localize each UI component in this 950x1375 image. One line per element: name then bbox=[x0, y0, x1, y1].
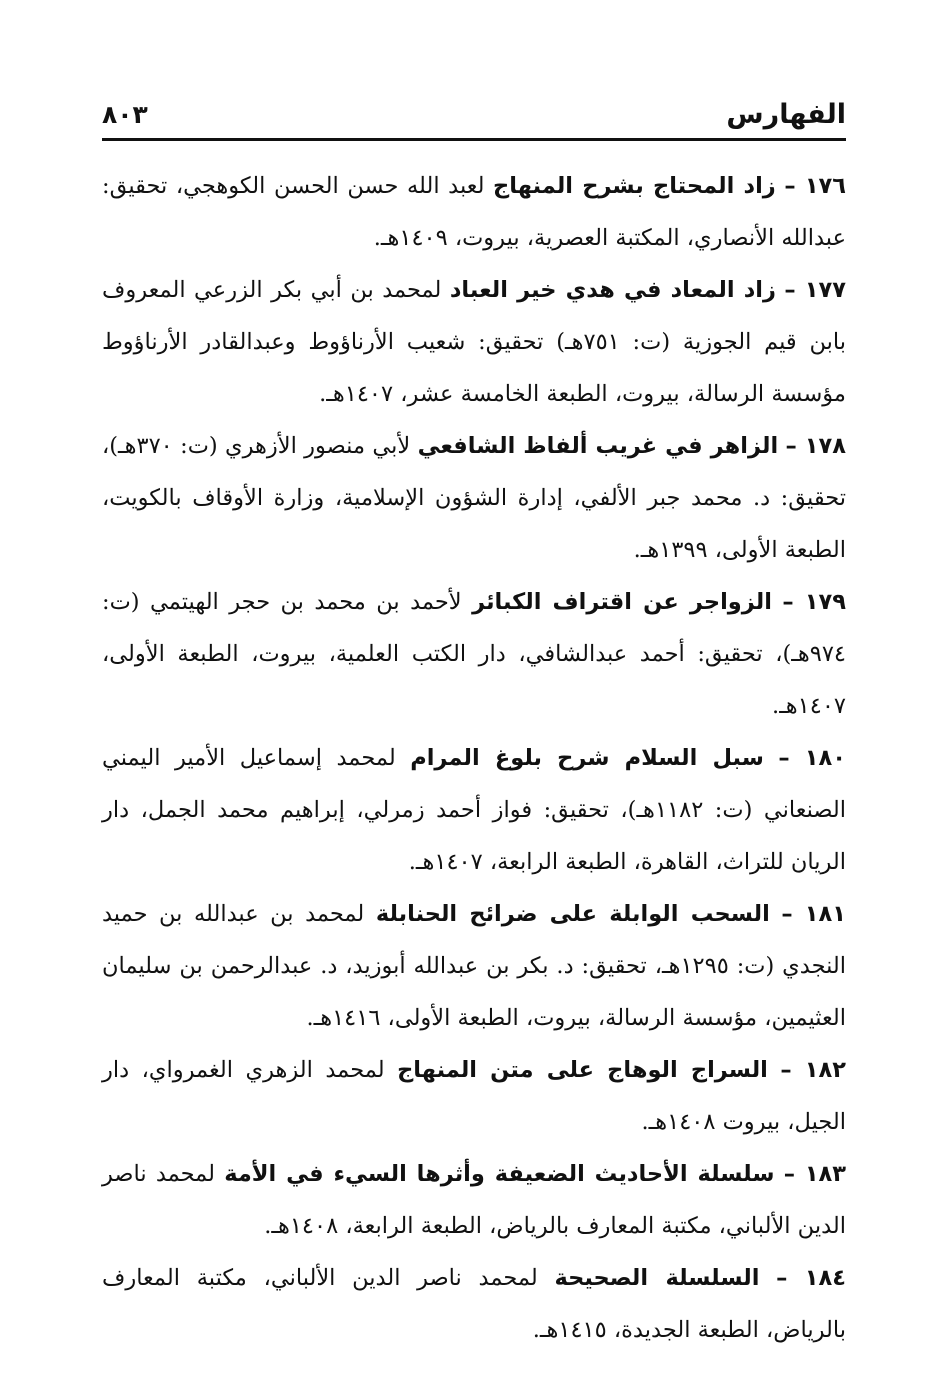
page-header bbox=[102, 88, 846, 132]
bibliography-entry bbox=[102, 576, 846, 732]
entry-details: لمحمد ناصر الدين الألباني، مكتبة المعارف بالرياض، الطبعة الجديدة، ١٤١٥هـ. bbox=[102, 1265, 846, 1343]
section-title: الفهارس bbox=[726, 99, 846, 130]
entry-number: ١٧٧ – bbox=[784, 277, 846, 303]
entry-number: ١٧٩ – bbox=[782, 589, 846, 615]
bibliography-entry bbox=[102, 732, 846, 888]
entry-details: لمحمد الزهري الغمرواي، دار الجيل، بيروت ١٤٠٨هـ. bbox=[102, 1057, 846, 1135]
entry-details: لمحمد ناصر الدين الألباني، مكتبة المعارف بالرياض، الطبعة الرابعة، ١٤٠٨هـ. bbox=[102, 1161, 846, 1239]
entry-details: لمحمد إسماعيل الأمير اليمني الصنعاني (ت: ١١٨٢هـ)، تحقيق: فواز أحمد زمرلي، إبراهيم محمد الجمل، دار الريان للتراث، القاهرة، الطبعة الرابعة، ١٤٠٧هـ. bbox=[102, 745, 846, 875]
entry-title: الزاهر في غريب ألفاظ الشافعي bbox=[417, 433, 779, 459]
entry-title: زاد المحتاج بشرح المنهاج bbox=[493, 173, 776, 199]
header-divider bbox=[102, 138, 846, 141]
entry-title: السراج الوهاج على متن المنهاج bbox=[397, 1057, 768, 1083]
entry-number: ١٨٤ – bbox=[776, 1265, 846, 1291]
page-number: ٨٠٣ bbox=[102, 100, 148, 129]
entry-number: ١٧٨ – bbox=[785, 433, 846, 459]
entry-number: ١٨٢ – bbox=[780, 1057, 846, 1083]
entry-details: لأبي منصور الأزهري (ت: ٣٧٠هـ)، تحقيق: د. محمد جبر الألفي، إدارة الشؤون الإسلامية، وزارة الأوقاف بالكويت، الطبعة الأولى، ١٣٩٩هـ. bbox=[102, 433, 846, 563]
entry-title: سبل السلام شرح بلوغ المرام bbox=[410, 745, 764, 771]
bibliography-list bbox=[102, 160, 846, 1356]
entry-details: لمحمد بن عبدالله بن حميد النجدي (ت: ١٢٩٥هـ، تحقيق: د. بكر بن عبدالله أبوزيد، د. عبدالرحمن بن سليمان العثيمين، مؤسسة الرسالة، بيروت، الطبعة الأولى، ١٤١٦هـ. bbox=[102, 901, 846, 1031]
entry-title: الزواجر عن اقتراف الكبائر bbox=[472, 589, 772, 615]
entry-title: السحب الوابلة على ضرائح الحنابلة bbox=[375, 901, 770, 927]
entry-title: سلسلة الأحاديث الضعيفة وأثرها السيء في الأمة bbox=[224, 1161, 775, 1187]
entry-details: لأحمد بن محمد بن حجر الهيتمي (ت: ٩٧٤هـ)، تحقيق: أحمد عبدالشافي، دار الكتب العلمية، بيروت، الطبعة الأولى، ١٤٠٧هـ. bbox=[102, 589, 846, 719]
entry-title: زاد المعاد في هدي خير العباد bbox=[449, 277, 776, 303]
bibliography-entry bbox=[102, 420, 846, 576]
entry-details: لعبد الله حسن الحسن الكوهجي، تحقيق: عبدالله الأنصاري، المكتبة العصرية، بيروت، ١٤٠٩هـ. bbox=[102, 173, 846, 251]
entry-title: السلسلة الصحيحة bbox=[554, 1265, 760, 1291]
bibliography-entry bbox=[102, 264, 846, 420]
bibliography-entry bbox=[102, 1252, 846, 1356]
bibliography-entry bbox=[102, 1044, 846, 1148]
bibliography-entry bbox=[102, 160, 846, 264]
bibliography-entry bbox=[102, 1148, 846, 1252]
entry-number: ١٨١ – bbox=[781, 901, 846, 927]
entry-number: ١٨٣ – bbox=[783, 1161, 847, 1187]
entry-details: لمحمد بن أبي بكر الزرعي المعروف بابن قيم الجوزية (ت: ٧٥١هـ) تحقيق: شعيب الأرناؤوط وعبدالقادر الأرناؤوط مؤسسة الرسالة، بيروت، الطبعة الخامسة عشر، ١٤٠٧هـ. bbox=[102, 277, 846, 407]
bibliography-entry bbox=[102, 888, 846, 1044]
entry-number: ١٨٠ – bbox=[778, 745, 846, 771]
entry-number: ١٧٦ – bbox=[784, 173, 847, 199]
